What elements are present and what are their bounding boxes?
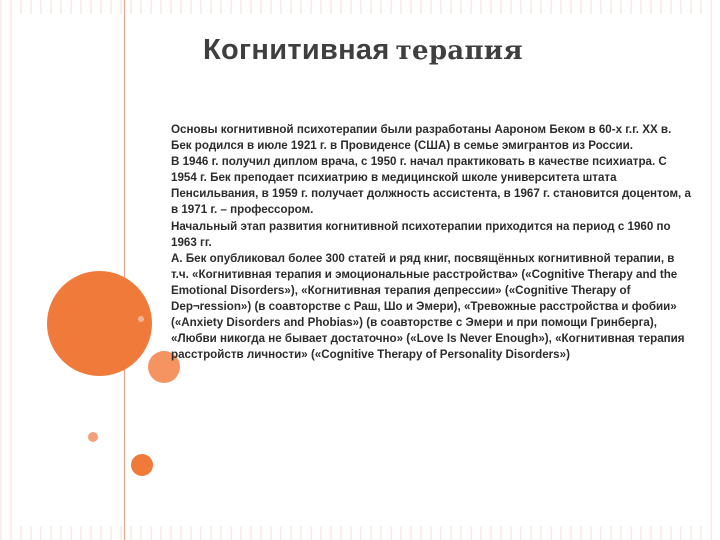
slide-title xyxy=(203,34,523,67)
decorative-circle-large xyxy=(47,271,152,376)
paragraph-career: В 1946 г. получил диплом врача, с 1950 г. начал практиковать в качестве психиатра. С 1954 г. Бек преподает психиатрию в медицинской школе университета штата Пенсильвания, в 1959 г. получает должность ассистента, в 1967 г. становится доцентом, а в 1971 г. – профессором. xyxy=(171,155,691,217)
decorative-circle-tiny xyxy=(88,432,98,442)
paragraph-publications: А. Бек опубликовал более 300 статей и ряд книг, посвящённых когнитивной терапии, в т.ч. «Когнитивная терапия и эмоциональные расстройства» («Cognitive Therapy and the Emotional Disorders»), «Когнитивная терапия депрессии» («Cognitive Therapy of Dep¬ression») (в соавторстве с Раш, Шо и Эмери), «Тревожные расстройства и фобии» («Anxiety Disorders and Phobias») (в соавторстве с Эмери и при помощи Гринберга), «Любви никогда не бывает достаточно» («Love Is Never Enough»), «Когнитивная терапия расстройств личности» («Cognitive Therapy of Personality Disorders») xyxy=(171,251,685,362)
decorative-circle-small xyxy=(131,454,153,476)
paragraph-origins: Основы когнитивной психотерапии были разработаны Аароном Беком в 60-х г.г. XX в. xyxy=(171,123,672,136)
title-word-2: терапия xyxy=(395,36,523,66)
decorative-vertical-line xyxy=(124,0,125,540)
paragraph-birth: Бек родился в июле 1921 г. в Провиденсе (США) в семье эмигрантов из России. xyxy=(171,139,633,153)
paragraph-early-stage: Начальный этап развития когнитивной психотерапии приходится на период с 1960 по 1963 гг. xyxy=(171,219,671,249)
decorative-dot xyxy=(138,316,144,322)
title-word-1: Когнитивная xyxy=(203,34,390,66)
slide-body xyxy=(171,122,691,363)
